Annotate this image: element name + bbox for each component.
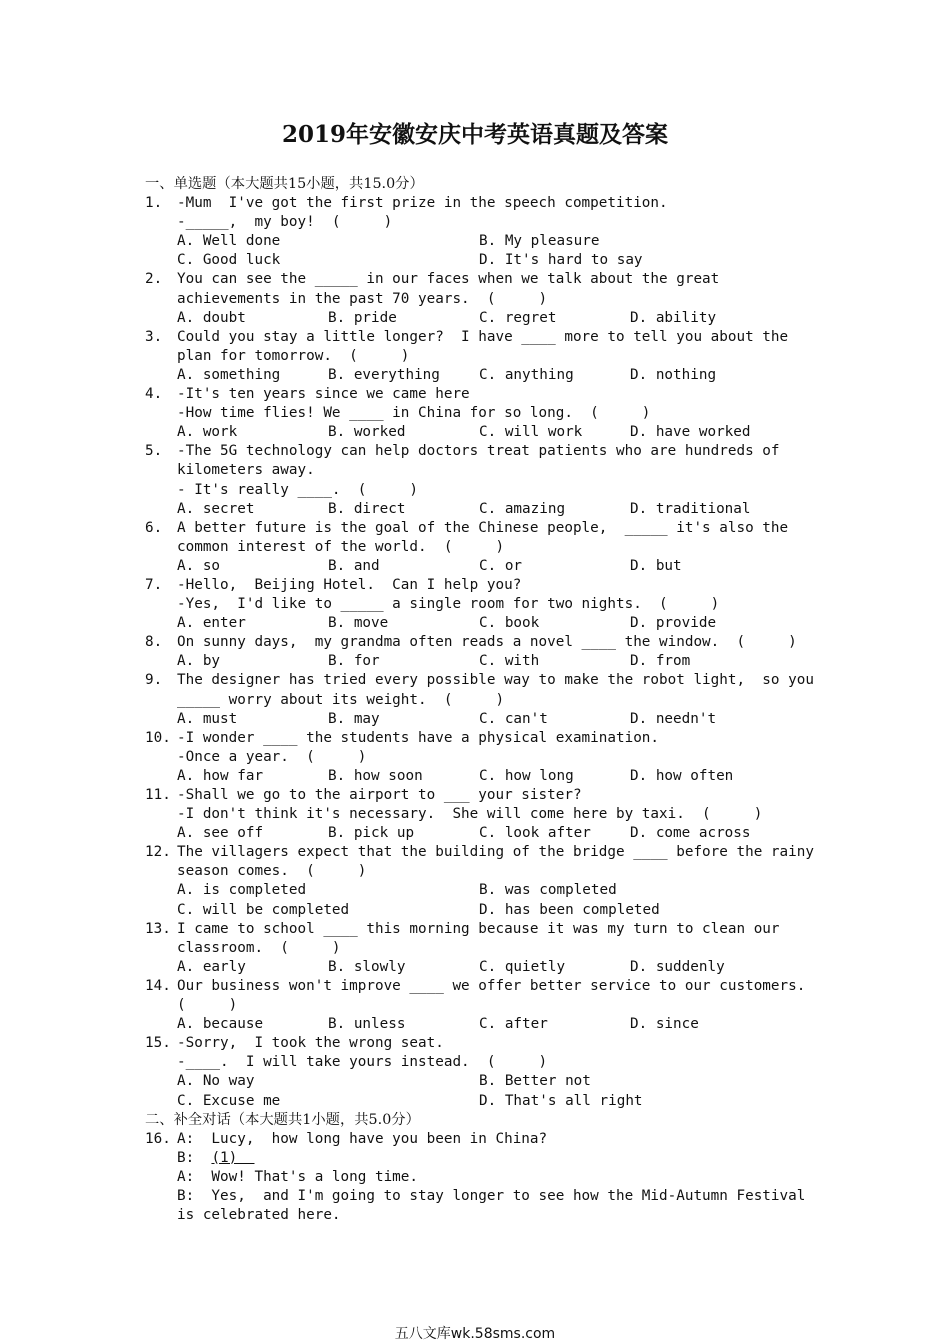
answer-option[interactable]: A. secret (177, 500, 255, 517)
answer-option[interactable]: A. must (177, 710, 238, 727)
answer-option[interactable]: B. everything (328, 366, 440, 383)
answer-option[interactable]: A. enter (177, 615, 246, 632)
answer-option[interactable]: B. and (328, 557, 380, 574)
question-text: season comes. ( ) (177, 863, 367, 880)
question-text: classroom. ( ) (177, 939, 341, 956)
question-number: 1. (145, 195, 163, 212)
question-text: - It's really ____. ( ) (177, 481, 419, 498)
question-text: -The 5G technology can help doctors treat patients who are hundreds of (177, 443, 780, 460)
option-group (177, 309, 815, 328)
answer-option[interactable]: A. so (177, 557, 221, 574)
answer-option[interactable]: C. regret (479, 309, 557, 326)
option-group (177, 710, 815, 729)
question-number: 4. (145, 386, 163, 403)
answer-option[interactable]: B. how soon (328, 767, 423, 784)
question-item (145, 1034, 815, 1110)
question-list (145, 194, 815, 1111)
question-number: 5. (145, 443, 163, 460)
answer-option[interactable]: D. That's all right (479, 1092, 643, 1109)
answer-option[interactable]: D. ability (630, 309, 717, 326)
answer-option[interactable]: A. Well done (177, 233, 281, 250)
option-group (177, 881, 815, 919)
question-text: The villagers expect that the building of the bridge ____ before the rainy (177, 844, 814, 861)
answer-option[interactable]: A. how far (177, 767, 264, 784)
question-text: The designer has tried every possible way to make the robot light, so you (177, 672, 814, 689)
option-group (177, 1015, 815, 1034)
answer-option[interactable]: D. has been completed (479, 901, 660, 918)
question-item (145, 194, 815, 270)
dialog-line: A: Lucy, how long have you been in China? (177, 1130, 548, 1147)
answer-option[interactable]: A. doubt (177, 309, 246, 326)
question-number: 14. (145, 977, 171, 994)
question-number: 16. (145, 1130, 171, 1147)
question-text: -Sorry, I took the wrong seat. (177, 1035, 444, 1052)
question-text: -Once a year. ( ) (177, 748, 367, 765)
dialog-line: is celebrated here. (177, 1207, 341, 1224)
question-text: I came to school ____ this morning because it was my turn to clean our (177, 920, 780, 937)
answer-option[interactable]: A. see off (177, 825, 264, 842)
question-item (145, 633, 815, 671)
option-group (177, 557, 815, 576)
dialog-line: A: Wow! That's a long time. (177, 1168, 419, 1185)
question-16 (145, 1130, 815, 1225)
question-item (145, 385, 815, 442)
answer-option[interactable]: B. slowly (328, 958, 406, 975)
question-text: kilometers away. (177, 462, 315, 479)
answer-option[interactable]: A. is completed (177, 882, 307, 899)
option-group (177, 232, 815, 270)
question-text: -Hello, Beijing Hotel. Can I help you? (177, 576, 522, 593)
question-text: -Shall we go to the airport to ___ your sister? (177, 787, 582, 803)
question-number: 3. (145, 328, 163, 345)
option-group (177, 767, 815, 786)
answer-option[interactable]: D. but (630, 557, 682, 574)
answer-option[interactable]: A. because (177, 1016, 264, 1033)
question-number: 7. (145, 576, 163, 593)
answer-option[interactable]: C. or (479, 557, 523, 574)
answer-option[interactable]: B. Better not (479, 1073, 591, 1090)
question-item (145, 671, 815, 728)
question-text: _____ worry about its weight. ( ) (177, 691, 505, 708)
answer-option[interactable]: C. Good luck (177, 252, 281, 269)
answer-option[interactable]: D. have worked (630, 424, 751, 441)
question-number: 15. (145, 1035, 171, 1052)
question-number: 8. (145, 634, 163, 651)
question-number: 9. (145, 672, 163, 689)
question-text: ( ) (177, 997, 238, 1014)
answer-option[interactable]: B. unless (328, 1016, 406, 1033)
answer-option[interactable]: B. for (328, 653, 380, 670)
answer-option[interactable]: C. Excuse me (177, 1092, 281, 1109)
option-group (177, 958, 815, 977)
question-item (145, 920, 815, 977)
question-item (145, 328, 815, 385)
question-text: plan for tomorrow. ( ) (177, 347, 410, 364)
answer-blank: (1) (211, 1149, 255, 1166)
question-text: You can see the _____ in our faces when we talk about the great (177, 271, 720, 288)
answer-option[interactable]: D. needn't (630, 710, 717, 727)
speaker-label: B: (177, 1149, 212, 1166)
question-item (145, 843, 815, 919)
option-group (177, 652, 815, 671)
question-item (145, 729, 815, 786)
option-group (177, 614, 815, 633)
answer-option[interactable]: C. after (479, 1016, 548, 1033)
section-heading-2: 二、补全对话（本大题共1小题，共5.0分） (145, 1111, 420, 1128)
answer-option[interactable]: D. nothing (630, 366, 717, 383)
question-text: common interest of the world. ( ) (177, 538, 505, 555)
answer-option[interactable]: B. direct (328, 500, 406, 517)
answer-option[interactable]: B. may (328, 710, 380, 727)
question-text: -____. I will take yours instead. ( ) (177, 1054, 548, 1071)
question-text: -Yes, I'd like to _____ a single room for two nights. ( ) (177, 596, 720, 613)
answer-option[interactable]: A. No way (177, 1073, 255, 1090)
answer-option[interactable]: B. worked (328, 424, 406, 441)
question-text: -I wonder ____ the students have a physical examination. (177, 729, 660, 746)
question-number: 2. (145, 271, 163, 288)
answer-option[interactable]: D. traditional (630, 500, 751, 517)
answer-option[interactable]: A. work (177, 424, 238, 441)
answer-option[interactable]: B. pride (328, 309, 397, 326)
answer-option[interactable]: D. suddenly (630, 958, 725, 975)
question-text: -I don't think it's necessary. She will come here by taxi. ( ) (177, 806, 763, 823)
answer-option[interactable]: C. with (479, 653, 540, 670)
answer-option[interactable]: C. quietly (479, 958, 566, 975)
answer-option[interactable]: C. amazing (479, 500, 566, 517)
answer-option[interactable]: A. by (177, 653, 221, 670)
question-number: 11. (145, 787, 171, 803)
answer-option[interactable]: B. My pleasure (479, 233, 600, 250)
answer-option[interactable]: D. provide (630, 615, 717, 632)
answer-option[interactable]: C. can't (479, 710, 548, 727)
answer-option[interactable]: C. will be completed (177, 901, 350, 918)
question-item (145, 442, 815, 518)
answer-option[interactable]: C. book (479, 615, 540, 632)
question-text: -It's ten years since we came here (177, 386, 470, 403)
question-text: -_____, my boy! ( ) (177, 214, 393, 231)
dialog-line (177, 1149, 815, 1168)
dialog-line: B: Yes, and I'm going to stay longer to see how the Mid-Autumn Festival (177, 1187, 806, 1204)
answer-option[interactable]: C. how long (479, 767, 574, 784)
answer-option[interactable]: D. from (630, 653, 691, 670)
question-text: Our business won't improve ____ we offer better service to our customers. (177, 977, 806, 994)
question-item (145, 270, 815, 327)
answer-option[interactable]: A. early (177, 958, 246, 975)
section-heading-1: 一、单选题（本大题共15小题，共15.0分） (145, 176, 424, 192)
question-text: achievements in the past 70 years. ( ) (177, 290, 548, 307)
answer-option[interactable]: D. since (630, 1016, 699, 1033)
question-item (145, 576, 815, 633)
answer-option[interactable]: C. anything (479, 366, 574, 383)
answer-option[interactable]: C. look after (479, 825, 591, 842)
answer-option[interactable]: D. how often (630, 767, 734, 784)
question-item (145, 977, 815, 1034)
option-group (177, 423, 815, 442)
question-number: 12. (145, 844, 171, 861)
answer-option[interactable]: B. pick up (328, 825, 415, 842)
question-number: 13. (145, 920, 171, 937)
answer-option[interactable]: A. something (177, 366, 281, 383)
question-text: A better future is the goal of the Chinese people, _____ it's also the (177, 519, 789, 536)
option-group (177, 366, 815, 385)
question-item (145, 786, 815, 843)
question-text: Could you stay a little longer? I have ____ more to tell you about the (177, 328, 789, 345)
question-number: 6. (145, 519, 163, 536)
option-group (177, 1072, 815, 1110)
answer-option[interactable]: D. It's hard to say (479, 252, 643, 269)
answer-option[interactable]: B. move (328, 615, 389, 632)
footer-watermark: 五八文库wk.58sms.com (394, 1326, 556, 1342)
answer-option[interactable]: B. was completed (479, 882, 617, 899)
answer-option[interactable]: C. will work (479, 424, 583, 441)
option-group (177, 824, 815, 843)
exam-content (145, 175, 815, 1225)
question-text: -How time flies! We ____ in China for so long. ( ) (177, 405, 651, 422)
question-item (145, 519, 815, 576)
question-number: 10. (145, 729, 171, 746)
answer-option[interactable]: D. come across (630, 825, 751, 842)
question-text: On sunny days, my grandma often reads a novel ____ the window. ( ) (177, 634, 797, 651)
question-text: -Mum I've got the first prize in the speech competition. (177, 195, 668, 212)
option-group (177, 500, 815, 519)
page-title: 2019年安徽安庆中考英语真题及答案 (281, 121, 668, 148)
